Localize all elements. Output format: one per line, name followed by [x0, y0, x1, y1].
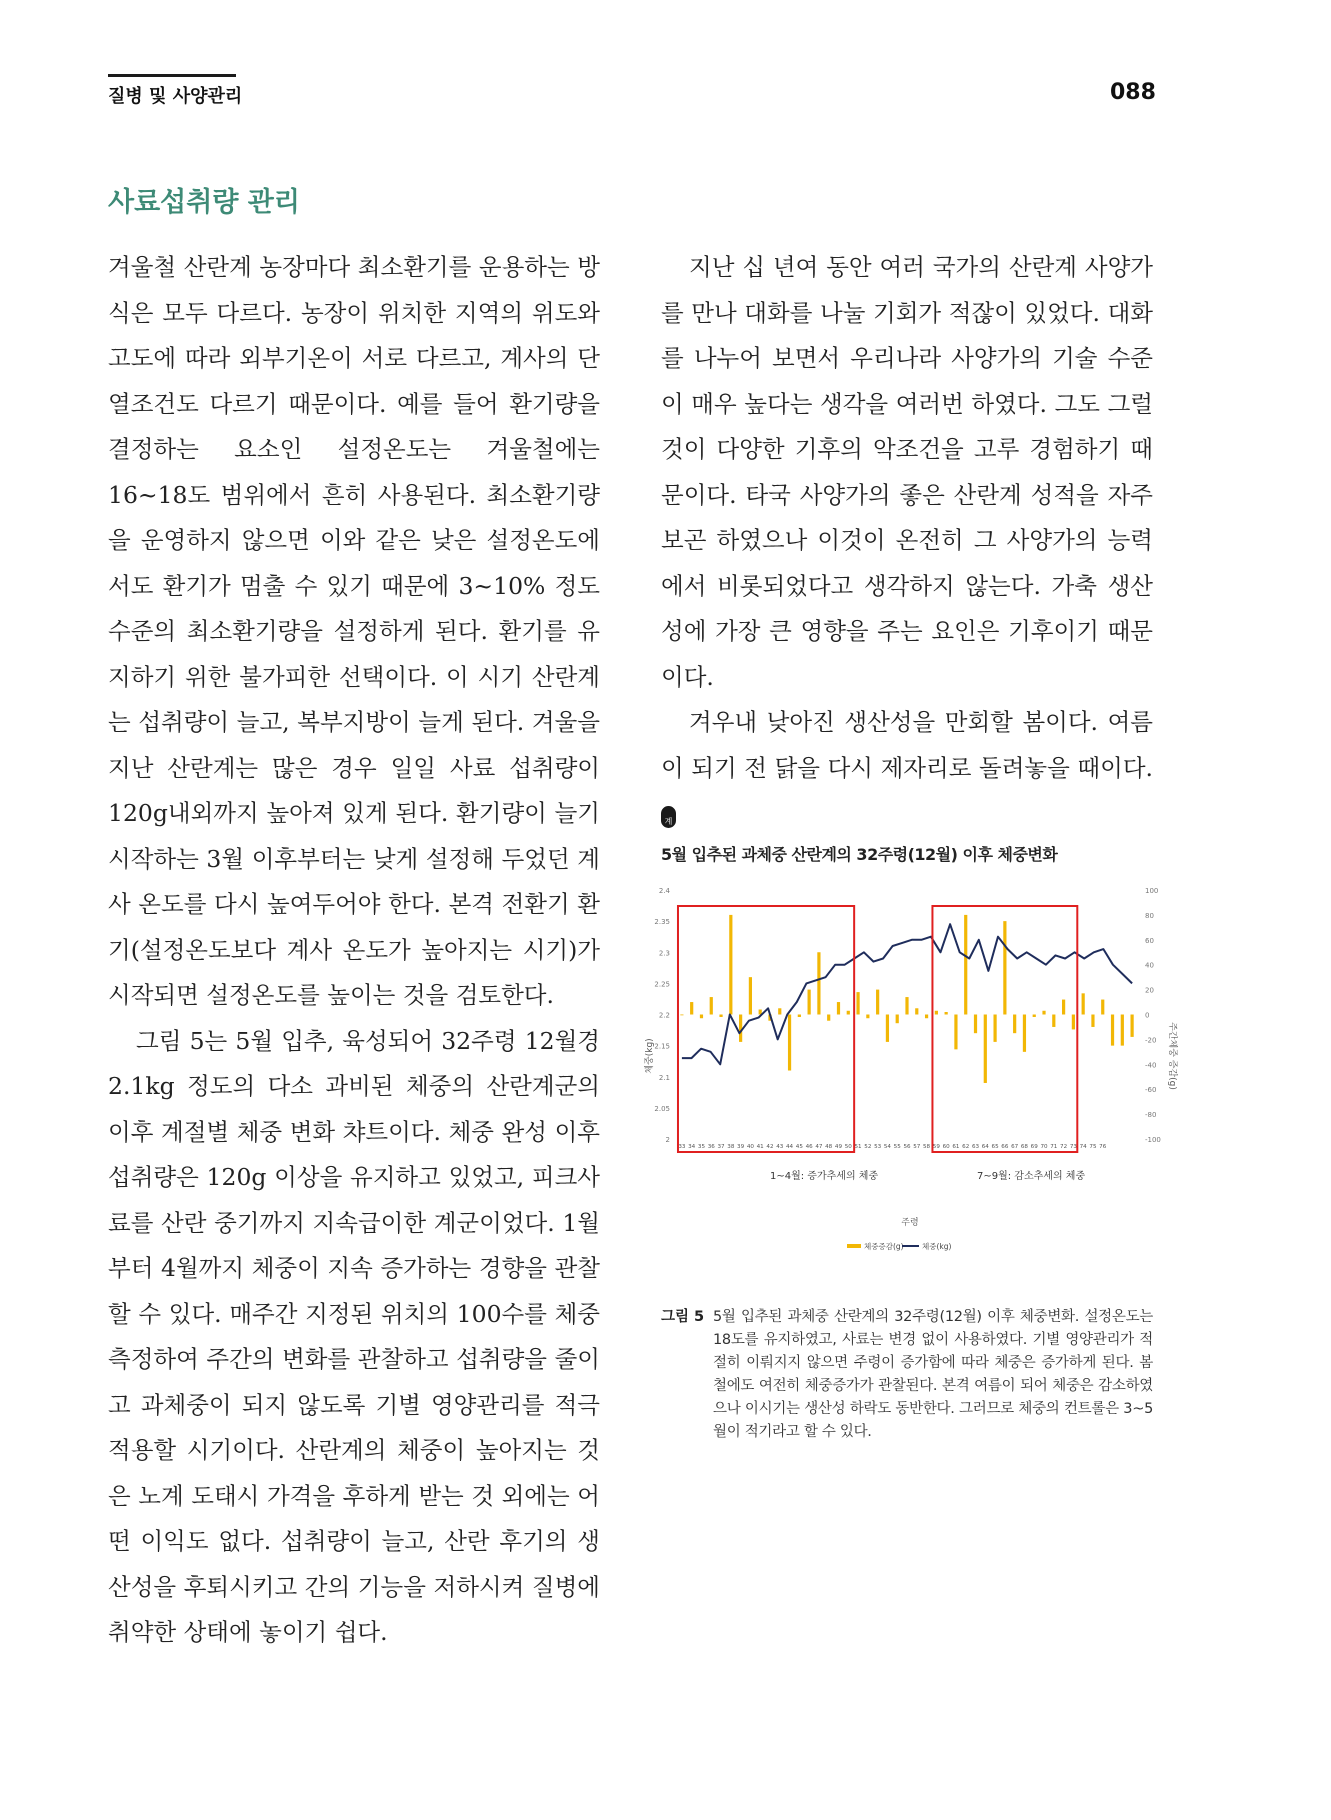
- x-tick: 48: [825, 1144, 833, 1150]
- caption-text: 5월 입추된 과체중 산란계의 32주령(12월) 이후 체중변화. 설정온도는 18도를 유지하였고, 사료는 변경 없이 사용하였다. 기별 영양관리가 적절히 이뤄지지 않으면 주령이 증가함에 따라 체중은 증가하게 된다. 봄철에도 여전히 체중증가가 관찰된다. 본격 여름이 되어 체중은 감소하였으나 이시기는 생산성 하락도 동반한다. 그러므로 체중의 컨트롤은 3~5월이 적기라고 할 수 있다.: [713, 1309, 1153, 1440]
- bar: [984, 1015, 987, 1083]
- bar: [837, 1002, 840, 1014]
- bar: [778, 1008, 781, 1014]
- y-tick-left: 2.4: [658, 887, 670, 895]
- bar: [798, 1015, 801, 1017]
- x-axis-label: 주령: [901, 1218, 919, 1228]
- bar: [1131, 1015, 1134, 1037]
- bar: [1101, 1000, 1104, 1015]
- bar: [945, 1012, 948, 1014]
- bar: [739, 1015, 742, 1042]
- x-tick: 71: [1050, 1144, 1058, 1150]
- page-number: 088: [1110, 80, 1156, 105]
- x-tick: 38: [727, 1144, 735, 1150]
- right-column: [661, 245, 1153, 837]
- bar: [964, 915, 967, 1015]
- bar: [915, 1008, 918, 1014]
- header-rule: [108, 74, 236, 77]
- y-tick-right: 40: [1145, 961, 1154, 970]
- x-tick: 35: [697, 1144, 706, 1150]
- x-tick: 59: [932, 1144, 940, 1150]
- y-tick-right: -80: [1145, 1111, 1157, 1120]
- x-tick: 70: [1040, 1144, 1048, 1150]
- y-tick-left: 2.25: [654, 980, 670, 989]
- bar: [1033, 1015, 1036, 1017]
- left-column: [108, 245, 600, 1656]
- x-tick: 66: [1001, 1144, 1009, 1150]
- y-tick-left: 2.35: [654, 918, 670, 927]
- x-tick: 60: [942, 1144, 950, 1150]
- bar: [896, 1015, 899, 1024]
- y-tick-left: 2.3: [658, 949, 670, 958]
- bar: [749, 977, 752, 1014]
- x-tick: 41: [756, 1144, 764, 1150]
- weight-change-chart: [640, 880, 1180, 1280]
- y-tick-left: 2.05: [654, 1104, 670, 1113]
- section-title: 사료섭취량 관리: [108, 187, 300, 218]
- y-axis-label-left: 체중(kg): [645, 1038, 655, 1074]
- y-tick-right: 20: [1145, 986, 1154, 995]
- y-tick-right: 100: [1145, 887, 1159, 895]
- bar: [719, 1015, 722, 1017]
- annotation-increase: 1~4월: 증가추세의 체중: [770, 1171, 879, 1182]
- x-tick: 37: [717, 1144, 725, 1150]
- x-tick: 43: [776, 1144, 784, 1150]
- paragraph-text: 겨우내 낮아진 생산성을 만회할 봄이다. 여름이 되기 전 닭을 다시 제자리로 돌려놓을 때이다.: [661, 708, 1153, 782]
- bar: [866, 1015, 869, 1019]
- bar: [1082, 993, 1085, 1014]
- x-tick: 73: [1069, 1144, 1077, 1150]
- legend: [847, 1241, 952, 1251]
- bar: [886, 1015, 889, 1042]
- highlight-box-increase: [678, 906, 854, 1152]
- y-tick-right: -40: [1145, 1061, 1157, 1070]
- bar: [935, 1011, 938, 1015]
- x-tick: 40: [746, 1144, 754, 1150]
- x-tick: 54: [883, 1144, 891, 1150]
- x-tick: 51: [854, 1144, 862, 1150]
- x-tick: 36: [707, 1144, 715, 1150]
- bar: [710, 997, 713, 1014]
- paragraph: 그림 5는 5월 입추, 육성되어 32주령 12월경 2.1kg 정도의 다소 과비된 체중의 산란계군의 이후 계절별 체중 변화 챠트이다. 체중 완성 이후 섭취량은 120g 이상을 유지하고 있었고, 피크사료를 산란 중기까지 지속급이한 계군이었다. 1월부터 4월까지 체중이 지속 증가하는 경향을 관찰할 수 있다. 매주간 지정된 위치의 100수를 체중측정하여 주간의 변화를 관찰하고 섭취량을 줄이고 과체중이 되지 않도록 기별 영양관리를 적극 적용할 시기이다. 산란계의 체중이 높아지는 것은 노계 도태시 가격을 후하게 받는 것 외에는 어떤 이익도 없다. 섭취량이 늘고, 산란 후기의 생산성을 후퇴시키고 간의 기능을 저하시켜 질병에 취약한 상태에 놓이기 쉽다.: [108, 1026, 600, 1646]
- x-tick: 55: [893, 1144, 901, 1150]
- x-tick: 50: [844, 1144, 852, 1150]
- x-tick: 39: [737, 1144, 745, 1150]
- legend-bar-swatch: [847, 1244, 861, 1248]
- x-tick: 58: [923, 1144, 931, 1150]
- annotation-decrease: 7~9월: 감소추세의 체중: [977, 1171, 1086, 1182]
- bar: [1111, 1015, 1114, 1046]
- bar: [974, 1015, 977, 1034]
- bar: [680, 1015, 683, 1016]
- x-tick: 33: [678, 1144, 686, 1150]
- section-label: 질병 및 사양관리: [108, 86, 243, 107]
- bar: [1121, 1015, 1124, 1046]
- x-tick: 52: [864, 1144, 872, 1150]
- x-tick: 56: [903, 1144, 911, 1150]
- x-tick: 61: [952, 1144, 960, 1150]
- x-tick: 72: [1060, 1144, 1068, 1150]
- bar: [1052, 1015, 1055, 1027]
- x-tick: 67: [1011, 1144, 1019, 1150]
- y-tick-left: 2.2: [658, 1011, 670, 1020]
- bar: [954, 1015, 957, 1050]
- paragraph: 겨울철 산란계 농장마다 최소환기를 운용하는 방식은 모두 다르다. 농장이 위치한 지역의 위도와 고도에 따라 외부기온이 서로 다르고, 계사의 단열조건도 다르기 때문이다. 예를 들어 환기량을 결정하는 요소인 설정온도는 겨울철에는 16~18도 범위에서 흔히 사용된다. 최소환기량을 운영하지 않으면 이와 같은 낮은 설정온도에서도 환기가 멈출 수 있기 때문에 3~10% 정도 수준의 최소환기량을 설정하게 된다. 환기를 유지하기 위한 불가피한 선택이다. 이 시기 산란계는 섭취량이 늘고, 복부지방이 늘게 된다. 겨울을 지난 산란계는 많은 경우 일일 사료 섭취량이 120g내외까지 높아져 있게 된다. 환기량이 늘기 시작하는 3월 이후부터는 낮게 설정해 두었던 계사 온도를 다시 높여두어야 한다. 본격 전환기 환기(설정온도보다 계사 온도가 높아지는 시기)가 시작되면 설정온도를 높이는 것을 검토한다.: [108, 253, 600, 1009]
- x-tick: 53: [874, 1144, 882, 1150]
- x-tick: 42: [766, 1144, 774, 1150]
- bar: [905, 997, 908, 1014]
- bar: [1091, 1015, 1094, 1027]
- bar: [1072, 1015, 1075, 1030]
- x-tick: 68: [1020, 1144, 1029, 1150]
- bar: [993, 1015, 996, 1042]
- legend-bar-label: 체중증감(g): [864, 1242, 904, 1251]
- end-mark-icon: 양계: [661, 806, 676, 828]
- x-tick: 75: [1089, 1144, 1097, 1150]
- chart-title: 5월 입추된 과체중 산란계의 32주령(12월) 이후 체중변화: [661, 845, 1058, 864]
- x-tick: 69: [1030, 1144, 1038, 1150]
- y-tick-left: 2.1: [658, 1073, 670, 1082]
- bar: [1062, 1000, 1065, 1015]
- bar: [925, 1015, 928, 1019]
- bar: [808, 990, 811, 1015]
- x-tick: 76: [1099, 1144, 1107, 1150]
- x-tick: 46: [805, 1144, 813, 1150]
- legend-line-label: 체중(kg): [922, 1242, 952, 1251]
- bar: [729, 915, 732, 1015]
- paragraph: [661, 700, 1153, 837]
- x-tick: 62: [962, 1144, 970, 1150]
- x-tick: 64: [981, 1144, 989, 1150]
- bar: [1013, 1015, 1016, 1034]
- x-tick: 34: [688, 1144, 696, 1150]
- bar: [876, 990, 879, 1015]
- y-tick-right: -100: [1145, 1136, 1161, 1144]
- x-tick: 57: [913, 1144, 921, 1150]
- bar: [700, 1015, 703, 1019]
- x-tick: 49: [834, 1144, 843, 1150]
- y-tick-right: 0: [1145, 1011, 1150, 1020]
- y-tick-left: 2.15: [654, 1042, 670, 1051]
- bar: [1003, 921, 1006, 1014]
- y-tick-right: 60: [1145, 936, 1154, 945]
- figure-caption: [661, 1306, 1153, 1444]
- y-axis-label-right: 주간체중 증감(g): [1167, 1022, 1177, 1090]
- bar: [1042, 1011, 1045, 1015]
- caption-label: 그림 5: [661, 1309, 705, 1325]
- x-tick: 63: [971, 1144, 980, 1150]
- bar: [847, 1011, 850, 1015]
- y-tick-left: 2: [665, 1136, 670, 1144]
- x-tick: 74: [1079, 1144, 1087, 1150]
- y-tick-right: 80: [1145, 911, 1154, 920]
- bar: [1023, 1015, 1026, 1052]
- bar-series: [680, 915, 1133, 1083]
- bar: [690, 1002, 693, 1014]
- x-tick: 44: [785, 1144, 794, 1150]
- x-tick: 65: [991, 1144, 999, 1150]
- y-tick-right: -20: [1145, 1036, 1157, 1045]
- x-tick: 45: [795, 1144, 803, 1150]
- bar: [788, 1015, 791, 1071]
- bar: [817, 952, 820, 1014]
- paragraph: 지난 십 년여 동안 여러 국가의 산란계 사양가를 만나 대화를 나눌 기회가 적잖이 있었다. 대화를 나누어 보면서 우리나라 사양가의 기술 수준이 매우 높다는 생각을 여러번 하였다. 그도 그럴 것이 다양한 기후의 악조건을 고루 경험하기 때문이다. 타국 사양가의 좋은 산란계 성적을 자주 보곤 하였으나 이것이 온전히 그 사양가의 능력에서 비롯되었다고 생각하지 않는다. 가축 생산성에 가장 큰 영향을 주는 요인은 기후이기 때문이다.: [661, 253, 1153, 691]
- bar: [827, 1015, 830, 1021]
- x-tick: 47: [815, 1144, 823, 1150]
- bar: [856, 992, 859, 1014]
- y-tick-right: -60: [1145, 1086, 1157, 1095]
